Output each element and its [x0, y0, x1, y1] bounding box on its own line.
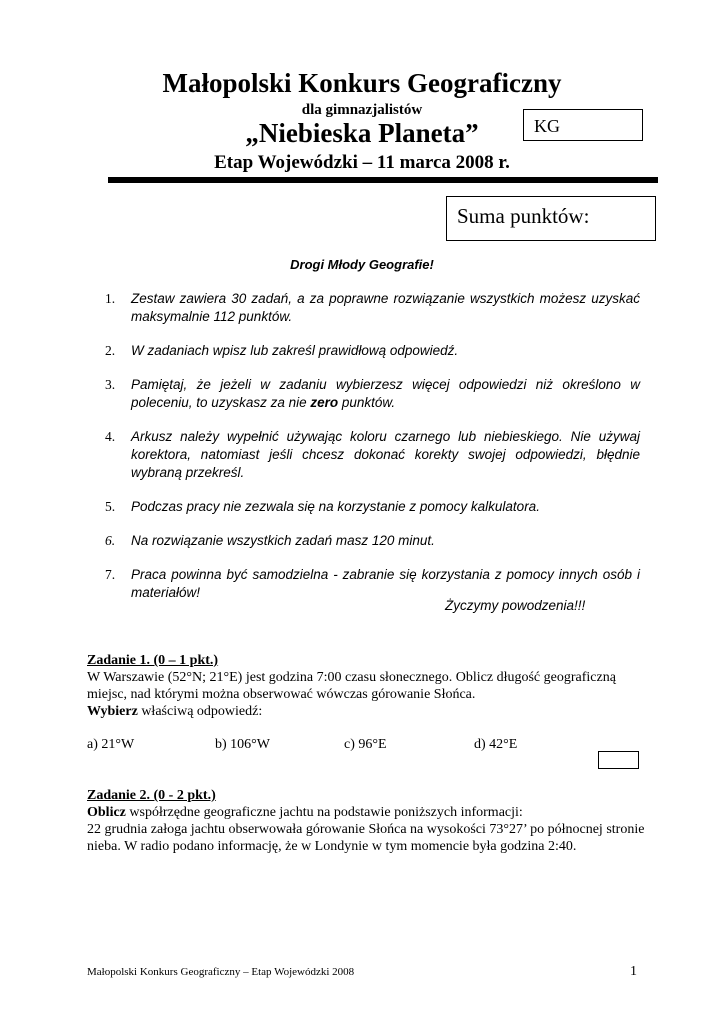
page-title: Małopolski Konkurs Geograficzny [162, 68, 562, 98]
list-item [105, 376, 640, 412]
list-item [105, 342, 640, 360]
task-1 [87, 652, 647, 720]
task-2-instruction-rest: współrzędne geograficzne jachtu na podstawie poniższych informacji: [125, 805, 523, 820]
page-number: 1 [630, 964, 637, 979]
list-item-number: 3. [105, 377, 116, 392]
emphasis-text: zero [310, 395, 339, 410]
list-item-number: 5. [105, 499, 116, 514]
list-item-number: 2. [105, 343, 116, 358]
task-2-text: 22 grudnia załoga jachtu obserwowała górowanie Słońca na wysokości 73°27’ po północnej stronie nieba. W radio podano informację, że w Londynie w tym momencie była godzina 2:40. [87, 822, 645, 854]
task-1-instruction [87, 703, 647, 720]
answer-option-d[interactable]: d) 42°E [474, 737, 518, 752]
score-box: Suma punktów: [446, 196, 656, 241]
list-item [105, 290, 640, 326]
page-subtitle: dla gimnazjalistów [301, 102, 423, 118]
task-2 [87, 787, 647, 855]
list-item-number: 6. [105, 533, 116, 548]
list-item-text [131, 376, 640, 412]
list-item-number: 1. [105, 291, 116, 306]
competition-name: „Niebieska Planeta” [245, 118, 479, 148]
list-item-text: Praca powinna być samodzielna - zabranie się korzystania z pomocy innych osób i materiałów! [131, 567, 640, 600]
list-item [105, 498, 640, 516]
list-item [105, 532, 640, 550]
answer-option-c[interactable]: c) 96°E [344, 737, 387, 752]
task-1-text: W Warszawie (52°N; 21°E) jest godzina 7:00 czasu słonecznego. Oblicz długość geograficzną miejsc, nad którymi można obserwować wówczas górowanie Słońca. [87, 670, 616, 702]
list-item-text-part: punktów. [338, 395, 396, 410]
task-1-instruction-rest: właściwą odpowiedź: [137, 704, 263, 719]
list-item [105, 428, 640, 482]
page-footer: Małopolski Konkurs Geograficzny – Etap Wojewódzki 2008 [87, 966, 355, 978]
task-2-instruction [87, 804, 647, 821]
task-1-instruction-verb: Wybierz [87, 704, 138, 719]
list-item [105, 566, 640, 602]
list-item-number: 4. [105, 429, 116, 444]
answer-option-b[interactable]: b) 106°W [215, 737, 270, 752]
task-1-heading: Zadanie 1. (0 – 1 pkt.) [87, 653, 219, 668]
task-1-answer-box[interactable] [598, 751, 639, 769]
stage-date: Etap Wojewódzki – 11 marca 2008 r. [214, 152, 510, 173]
instructions-greeting: Drogi Młody Geografie! [290, 257, 434, 272]
instructions-list [105, 290, 640, 618]
list-item-text: Na rozwiązanie wszystkich zadań masz 120 minut. [131, 533, 435, 548]
answer-option-a[interactable]: a) 21°W [87, 737, 135, 752]
list-item-text: Zestaw zawiera 30 zadań, a za poprawne rozwiązanie wszystkich możesz uzyskać maksymalnie 112 punktów. [131, 291, 640, 324]
list-item-text: W zadaniach wpisz lub zakreśl prawidłową odpowiedź. [131, 343, 459, 358]
task-2-instruction-verb: Oblicz [87, 805, 126, 820]
wishes-text: Życzymy powodzenia!!! [445, 598, 586, 613]
list-item-number: 7. [105, 567, 116, 582]
list-item-text-part: Pamiętaj, że jeżeli w zadaniu wybierzesz więcej odpowiedzi niż określono w poleceniu, to uzyskasz za nie [131, 377, 640, 410]
task-2-heading: Zadanie 2. (0 - 2 pkt.) [87, 788, 216, 803]
list-item-text: Arkusz należy wypełnić używając koloru czarnego lub niebieskiego. Nie używaj korektora, natomiast jeśli chcesz dokonać korekty swojej odpowiedzi, błędnie wybraną przekreśl. [131, 429, 640, 480]
code-box: KG [523, 109, 643, 141]
list-item-text: Podczas pracy nie zezwala się na korzystanie z pomocy kalkulatora. [131, 499, 540, 514]
header-divider [108, 177, 658, 183]
